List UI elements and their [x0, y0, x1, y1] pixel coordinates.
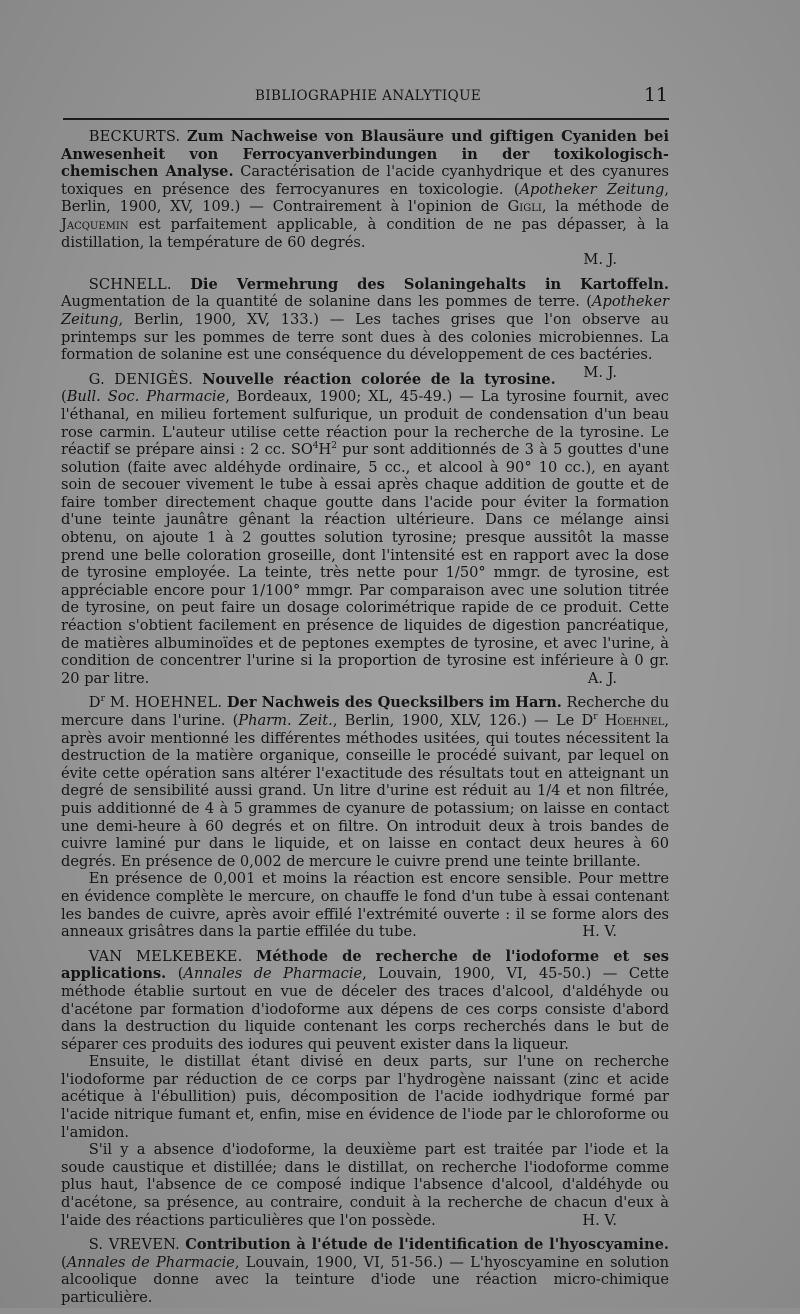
- entry-text-segment: (: [61, 388, 67, 406]
- entry-person-name: Gigli: [507, 198, 542, 216]
- entry-title: Der Nachweis des Quecksilbers im Harn.: [226, 694, 562, 712]
- formula-subscript: 4: [312, 441, 319, 452]
- entry-text-segment: Caractérisation de l'acide cyanhydrique et des cyanures toxiques en présence des ferrocyanures en toxicologie. (: [61, 163, 669, 198]
- entry-signature: A. J.: [587, 669, 617, 687]
- entry-text-sup: r: [593, 712, 598, 723]
- header-rule: [63, 118, 669, 120]
- entry-text-segment: , Berlin, 1900, XLV, 126.) — Le D: [332, 712, 594, 729]
- entry-signature: H. V.: [582, 1211, 617, 1229]
- entry-author: G. DENIGÈS.: [88, 370, 194, 388]
- entry-text-segment: pur sont additionnés de 3 à 5 gouttes d'une solution (faite avec aldéhyde ordinaire, 5 cc., et alcool à 90° 10 cc.), en ayant soin de secouer vivement le tube à essai après chaque addition de goutte et de faire tomber directement chaque goutte dans l'acide pour éviter la formation d'une teinte jaunâtre gênant la réaction ultérieure. Dans ce mélange ainsi obtenu, on ajoute 1 à 2 gouttes solution tyrosine; presque aussitôt la masse prend une belle coloration groseille, dont l'intensité est en rapport avec la dose de tyrosine employée. La teinte, très nette pour 1/50° mmgr. de tyrosine, est appréciable encore pour 1/100° mmgr. Par comparaison avec une solution titrée de tyrosine, on peut faire un dosage colorimétrique rapide de ce produit. Cette réaction s'obtient facilement en présence de liquides de digestion pancréatique, de matières albuminoïdes et de peptones exemptes de tyrosine, et avec l'urine, à condition de concentrer l'urine si la proportion de tyrosine est inférieure à 0 gr. 20 par litre.: [61, 441, 669, 687]
- entry-text-segment: est parfaitement applicable, à condition de ne pas dépasser, à la distillation, la température de 60 degrés.: [61, 215, 669, 251]
- entry-author: SCHNELL.: [88, 275, 172, 293]
- entry-van-melkebeke: [61, 948, 669, 1230]
- page-number: 11: [643, 84, 668, 106]
- entry-author: S. VREVEN.: [88, 1236, 180, 1254]
- entry-author-sup: r: [100, 694, 105, 705]
- entry-text-segment: Recherche du mercure dans l'urine. (: [61, 694, 669, 729]
- article-body: [61, 128, 669, 1314]
- entry-beckurts: [61, 128, 669, 269]
- entry-text-segment: Augmentation de la quantité de solanine dans les pommes de terre. (: [61, 293, 592, 311]
- entry-signature: H. V.: [582, 923, 617, 941]
- entry-text: [61, 948, 669, 1054]
- entry-text-segment: , Louvain, 1900, VI, 51-56.) — L'hyoscyamine en solution alcoolique donne avec la teinture d'iode une réaction micro-chimique particulière.: [61, 1253, 670, 1306]
- entry-hoehnel: [61, 694, 669, 940]
- entry-author: M. HOEHNEL.: [104, 694, 223, 712]
- entry-title: Contribution à l'étude de l'identification de l'hyoscyamine.: [185, 1236, 670, 1254]
- entry-paragraph-2: Ensuite, le distillat étant divisé en deux parts, sur l'une on recherche l'iodoforme par réduction de ce corps par l'hydrogène naissant (zinc et acide acétique à l'ébullition) puis, décomposition de l'acide iodhydrique formé par l'acide nitrique fumant et, enfin, mise en évidence de l'iode par le chloroforme ou l'amidon.: [61, 1053, 669, 1141]
- entry-source: Annales de Pharmacie: [66, 1253, 235, 1271]
- entry-author: BECKURTS.: [88, 128, 181, 145]
- entry-person-name: Hoehnel: [597, 712, 665, 729]
- running-head-title: BIBLIOGRAPHIE ANALYTIQUE: [255, 88, 482, 104]
- entry-title: Nouvelle réaction colorée de la tyrosine.: [202, 370, 556, 388]
- entry-source: Bull. Soc. Pharmacie: [66, 388, 226, 406]
- entry-text-segment: (: [61, 1253, 67, 1271]
- entry-title: Die Vermehrung des Solaningehalts in Kartoffeln.: [190, 275, 669, 293]
- entry-text-segment: , Berlin, 1900, XV, 133.) — Les taches grises que l'on observe au printemps sur les pommes de terre sont dues à des colonies microbiennes. La formation de solanine est une conséquence du développement de ces bactéries.: [61, 310, 669, 364]
- entry-deniges: [61, 371, 669, 688]
- entry-text-segment: , Berlin, 1900, XV, 109.) — Contrairement à l'opinion de: [61, 180, 669, 216]
- entry-signature: M. J.: [583, 251, 617, 269]
- entry-author-prefix: D: [88, 694, 101, 712]
- entry-vreven: [61, 1236, 669, 1306]
- entry-text-segment: En présence de 0,001 et moins la réaction est encore sensible. Pour mettre en évidence complète le mercure, on chauffe le fond d'un tube à essai contenant les bandes de cuivre, après avoir effilé l'extrémité ouverte : il se forme alors des anneaux grisâtres dans la partie effilée du tube.: [61, 870, 669, 941]
- entry-text: [61, 1236, 669, 1306]
- entry-text-segment: (: [166, 965, 184, 983]
- entry-text-segment: H: [318, 441, 332, 459]
- entry-source: Annales de Pharmacie: [183, 965, 363, 983]
- entry-paragraph-2: [61, 870, 669, 940]
- entry-signature: M. J.: [583, 363, 617, 381]
- entry-text-segment: , Bordeaux, 1900; XL, 45-49.) — La tyrosine fournit, avec l'éthanal, en milieu fortement sulfurique, un produit de condensation d'un beau rose carmin. L'auteur utilise cette réaction pour la recherche de la tyrosine. Le réactif se prépare ainsi : 2 cc. SO: [61, 388, 669, 459]
- entry-source: Apotheker Zeitung: [519, 180, 665, 198]
- running-head: [100, 86, 670, 110]
- entry-text-segment: , Louvain, 1900, VI, 45-50.) — Cette méthode établie surtout en vue de déceler des traces d'alcool, d'aldéhyde ou d'acétone par formation d'iodoforme aux dépens de ces corps consiste d'abord dans la destruction du liquide contenant les corps recherchés dans le but de séparer ces produits des iodures qui peuvent exister dans la liqueur.: [61, 965, 670, 1053]
- entry-person-name: Jacquemin: [61, 215, 129, 233]
- entry-text: [61, 371, 669, 688]
- entry-title: Méthode de recherche de l'iodoforme et ses applications.: [61, 947, 669, 983]
- entry-text: [61, 128, 669, 251]
- entry-source: Pharm. Zeit.: [238, 712, 333, 729]
- entry-text-segment: S'il y a absence d'iodoforme, la deuxième part est traitée par l'iode et la soude caustique et distillée; dans le distillat, on recherche l'iodoforme comme plus haut, l'absence de ce composé indique l'absence d'alcool, d'aldéhyde ou d'acétone, sa présence, au contraire, conduit à la recherche de chacun d'eux à l'aide des réactions particulières que l'on possède.: [61, 1141, 669, 1229]
- entry-title: Zum Nachweise von Blausäure und giftigen Cyaniden bei Anwesenheit von Ferrocyanverbindungen in der toxikologisch-chemischen Analyse.: [61, 128, 670, 181]
- entry-text-segment: , après avoir mentionné les différentes méthodes usitées, qui toutes nécessitent la destruction de la matière organique, conseille le procédé suivant, par lequel on évite cette opération sans altérer l'exactitude des résultats tout en atteignant un degré de sensibilité aussi grand. Un litre d'urine est réduit au 1/4 et non filtrée, puis additionné de 4 à 5 grammes de cyanure de potassium; on laisse en contact une demi-heure à 60 degrés et on filtre. On introduit deux à trois bandes de cuivre laminé pur dans le liquide, et on laisse en contact deux heures à 60 degrés. En présence de 0,002 de mercure le cuivre prend une teinte brillante.: [61, 712, 669, 870]
- formula-subscript: 2: [331, 441, 337, 452]
- entry-paragraph-3: [61, 1141, 669, 1229]
- entry-source: Apotheker Zeitung: [61, 293, 669, 328]
- entry-author: VAN MELKEBEKE.: [88, 947, 243, 965]
- entry-text: [61, 694, 669, 870]
- entry-text-segment: , la méthode de: [541, 198, 669, 216]
